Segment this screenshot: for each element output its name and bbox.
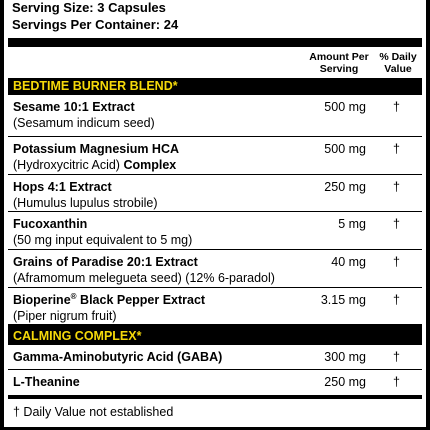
ingredient-title: Fucoxanthin (13, 217, 88, 231)
blend-header-bedtime-burner: BEDTIME BURNER BLEND* (8, 78, 422, 95)
ingredient-row (8, 345, 422, 370)
ingredient-source-bold: Complex (123, 158, 177, 172)
ingredient-daily-value: † (393, 142, 400, 156)
daily-value-footnote: † Daily Value not established (13, 405, 174, 419)
blend-header-calming-complex: CALMING COMPLEX* (8, 328, 422, 345)
amount-header-line1: Amount Per (309, 51, 369, 63)
ingredient-name (13, 179, 158, 211)
ingredient-daily-value: † (393, 100, 400, 114)
ingredient-title: Grains of Paradise 20:1 Extract (13, 255, 198, 269)
ingredient-title: Sesame 10:1 Extract (13, 100, 135, 114)
ingredient-row (8, 288, 422, 328)
ingredient-amount: 3.15 mg (320, 293, 366, 307)
ingredient-amount: 250 mg (324, 375, 366, 389)
daily-value-header (372, 51, 424, 75)
dv-header-line2: Value (384, 63, 412, 75)
ingredient-title: Gamma-Aminobutyric Acid (GABA) (13, 350, 223, 364)
ingredient-source-text: (Hydroxycitric Acid) (13, 158, 124, 172)
ingredient-row (8, 95, 422, 137)
ingredient-daily-value: † (393, 255, 400, 269)
ingredient-name (13, 374, 80, 390)
ingredient-source: (50 mg input equivalent to 5 mg) (13, 233, 193, 247)
ingredient-title: L-Theanine (13, 375, 80, 389)
serving-info (12, 0, 178, 33)
ingredient-daily-value: † (393, 217, 400, 231)
ingredient-source: (Aframomum melegueta seed) (12% 6-paradol) (13, 271, 275, 285)
ingredient-amount: 500 mg (324, 100, 366, 114)
amount-per-serving-header (300, 51, 378, 75)
servings-per-container: Servings Per Container: 24 (12, 17, 179, 32)
ingredient-amount: 500 mg (324, 142, 366, 156)
ingredient-source: (Piper nigrum fruit) (13, 309, 117, 323)
ingredient-title: Hops 4:1 Extract (13, 180, 112, 194)
ingredient-title: Potassium Magnesium HCA (13, 142, 180, 156)
ingredient-name (13, 292, 205, 324)
ingredient-row (8, 250, 422, 288)
ingredient-daily-value: † (393, 375, 400, 389)
ingredient-name (13, 349, 222, 365)
ingredient-title (13, 292, 205, 308)
ingredient-amount: 250 mg (324, 180, 366, 194)
ingredient-row (8, 175, 422, 212)
ingredient-row (8, 212, 422, 250)
serving-size: Serving Size: 3 Capsules (12, 0, 166, 15)
ingredient-name (13, 99, 155, 131)
ingredient-name (13, 216, 192, 248)
ingredient-title-part: Bioperine (13, 293, 71, 307)
ingredient-amount: 300 mg (324, 350, 366, 364)
ingredient-row (8, 370, 422, 399)
ingredient-amount: 40 mg (331, 255, 366, 269)
dv-header-line1: % Daily (379, 51, 417, 63)
ingredient-daily-value: † (393, 180, 400, 194)
ingredient-title-part: Black Pepper Extract (76, 293, 206, 307)
ingredient-amount: 5 mg (338, 217, 366, 231)
ingredient-name (13, 141, 179, 173)
amount-header-line2: Serving (319, 63, 359, 75)
registered-mark: ® (70, 292, 77, 301)
ingredient-row (8, 137, 422, 175)
ingredient-daily-value: † (393, 293, 400, 307)
ingredient-source: (Sesamum indicum seed) (13, 116, 155, 130)
thick-divider (8, 38, 422, 47)
ingredient-daily-value: † (393, 350, 400, 364)
ingredient-source: (Humulus lupulus strobile) (13, 196, 158, 210)
ingredient-source (13, 157, 179, 173)
ingredient-name (13, 254, 275, 286)
